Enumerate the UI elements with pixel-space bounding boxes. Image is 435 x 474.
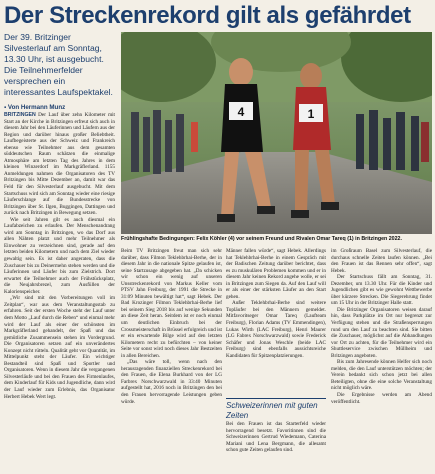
author-name: Von Hermann Munz (7, 104, 66, 111)
body-paragraph: Bis zum Jahresende können Helfer sich noch melden, die den Lauf unterstützen möchten; der Verein bedankt sich schon jetzt bei allen Beteiligten, ohne die eine solche Veranstaltung nicht möglich wäre. (331, 359, 432, 392)
text-column-3b (226, 421, 326, 472)
section-subhead: Schweizerinnen mit guten Zeiten (226, 398, 326, 421)
body-paragraph (4, 112, 115, 217)
photo-caption: Frühlingshafte Bedingungen: Felix Köhler (4) vor seinem Freund und Rivalen Omar Tareq (1) in Britzingen 2022. (121, 236, 402, 242)
body-paragraph: Bei den Frauen ist das Starterfeld wieder hervorragend besetzt. Favoritinnen sind die Schweizerinnen Gertrud Wiedemann, Caterina Mariani und Lena Bergmann, die allesamt schon gute Zeiten gelaufen sind. (226, 421, 326, 454)
runner-bib-1: 1 (307, 107, 315, 121)
body-paragraph: Männer fallen würde“, sagt Hebek. Allerdings hat Teklehbrhai-Berhe in einem Gespräch mit der Badischen Zeitung darüber berichtet, dass es zu muskulären Problemen kommen und er in diesem Jahr keinen Rekord angehe wolle, er sei in Britzingen zum Siegen da. Auf den Lauf will er als einer der stärksten Läufer an den Start gehen. (226, 248, 326, 300)
body-paragraph: Wie seit Jahren gilt es auch diesmal ein Laufabzeichen zu erlaufen. Der Menschenandrang wird am Sonntag in Britzingen, wo das Dorf aus allen Nähten platzt und mehr Teilnehmer als Einwohner zu verzeichnen sind, gerade auf den letzten beiden Kilometern und nach dem Ziel wieder gewaltig sein. Es ist daher angeraten, dass die Zuschauer bis zu Deinermehn stehen werden und die Läuferinnen und Läufer bis zum Zielstrich. Dort erwartet die Teilnehmer auch der Frühstücksplatz, die Neujahrsbrezel, zum Ausfüllen der Kalorienspeicher. (4, 216, 115, 295)
body-paragraph: „Wir sind mit den Vorbereitungen voll im Zeitplan“, war aus dem Veranstaltungsstab zu erfahren. Seit der ersten Woche steht der Lauf unter dem Motto „Lauf durch die Reben“ und einmal mehr wird der Lauf als einer der schönsten im Markgräflerland gehandelt, der Spaß und das gemütliche Zusammensein stehen im Vordergrund. Die Organisatoren setzen auf ein unverändertes Konzept nicht rütteln. Qualität geht vor Quantität, im Mittelpunkt steht der Läufer. Ein wichtiger Bestandteil sind Spaß und Sportler und Organisatoren. Wenn in diesem Jahr die vergangenen Silvesterläufe und bei den Frauen des Firmenlaufes, dem Kinderlauf für Kids und Jugendliche, dann wird der Lauf wieder zum Erlebnis, das Organisator Herbert Hebek Wert legt. (4, 295, 115, 400)
body-paragraph: Außer Teklehbrhai-Berhe sind weitere Topläufer bei den Männern gemeldet. Mitfavoritseger Omar Tareq (Laufteam Freiburg), Florian Adams (TV Emmendingen), Lukas Wirth (LAC Freiburg), Henri Maurer (LG Fabrex Norschwarzwald) sowie Frederick Schäfer und Jonas Weschle (beide LAC Freiburg) sind ebenfalls aussichtsreiche Kandidaten für Spitzenplatzierungen. (226, 300, 326, 359)
body-paragraph: Die Britzinger Organisatoren weisen darauf hin, dass Parkplätze im Ort nur begrenzt zur Verfügung stehen und die Straßensperrungen rund um den Lauf zu beachten sind. Sie bitten die Zuschauer, möglichst auf die Abhandlungen vor Ort zu achten, für die Teilnehmer wird ein Shuttleservice zwischen Müllheim und Britzingen angeboten. (331, 306, 432, 359)
paragraph-text: Der Lauf über zehn Kilometer mit Start an der Kirche in Britzingen erfreut sich auch in diesem Jahr bei den Läuferinnen und Läufern aus der Region und darüber hinaus großer Beliebtheit. Laufbegeisterte aus der Schweiz und Frankreich ebenso wie Teilnehmer aus dem gesamten süddeutschen Raum schätzen die einmalige Atmosphäre am letzten Tag des Jahres in dem kleinen Winzerdorf im Markgräflerland. 1155 Anmeldungen nahmen die Organisatoren des TV Britzingen bis Mitte Dezember an, damit war das Feld für den Silvesterlauf ausgebucht. Mit dem Startschuss wird sich am Sonntag wieder eine riesige Läuferschlange auf die Bundesstrecke von Britzingen über St. Ilgen, Buggingen, Dattingen und zurück nach Britzingen in Bewegung setzen. (4, 112, 115, 217)
text-column-3 (226, 248, 326, 394)
body-paragraph: Die Ergebnisse werden am Abend veröffentlicht. (331, 392, 432, 405)
text-column-4 (331, 248, 432, 472)
body-paragraph: „Das wäre toll, wenn nach den herausragenden finanziellen Streckenrekord bei den Frauen, die Elena Burkhard von der LG Farbrex Norschwarzwald in 33:40 Minuten aufgestellt hat, 2016 noch in Britzingen den bei den Frauen hervorragende Leistungen geben würde. (121, 359, 222, 405)
runner-bib-4: 4 (237, 105, 245, 119)
article-lead: Der 39. Britzinger Silvesterlauf am Sonntag, 13.30 Uhr, ist ausgebucht. Die Teilnehmerfelder versprechen ein interessantes Laufspektakel. (4, 32, 113, 97)
article-headline: Der Streckenrekord gilt als gefährdet (4, 2, 411, 29)
body-paragraph: Der Startschuss fällt am Sonntag, 31. Dezember, um 13.30 Uhr. Für die Kinder und Jugendlichen gibt es wie gewohnt Wettbewerbe über kürzere Strecken. Die Siegerehrung findet um 15 Uhr in der Britzinger Halle statt. (331, 274, 432, 307)
body-paragraph: Beim TV Britzingen freut man sich sehr darüber, dass Filmon Teklehbrhai-Berhe, der in diesem Jahr in die nationale Spitze gelaufen ist, seine Startzusage abgegeben hat. „Da schicken wir schon ein wenig auf unseren Unsstreckenrekord von Markus Keller vom PTSV Jahn Freiburg, der 1991 die Strecke in 31:09 Minuten bewältigt hat“, sagt Hebek. Der Bad Krozinger Filmon Teklehbrhai-Berhe lief bei seinem Sieg 2018 bis auf wenige Sekunden an diese Zeit heran. Seitdem ist er noch einmal um deutlichen Einbruch bei der Crossmeisterschaft in Brüssel erfolgreich und ist er ein erwartende Bilge wird auf den letzten Kilometern recht zu befürchten – von keiner Seite vor sonst wird noch dieses Jahr Bestzeiten in allen Bereichen. (121, 248, 222, 359)
text-column-2 (121, 248, 222, 472)
author-byline: ▪ Von Hermann Munz (4, 104, 66, 111)
text-column-1 (4, 112, 115, 472)
dateline: BRITZINGEN (4, 112, 36, 118)
body-paragraph: im Großraum Basel zum Silvesterlauf, die durchaus schnelle Zeiten laufen können. „Bei den Frauen ist das Rennen sehr offen“, sagt Hebek. (331, 248, 432, 274)
race-photo (121, 32, 432, 234)
